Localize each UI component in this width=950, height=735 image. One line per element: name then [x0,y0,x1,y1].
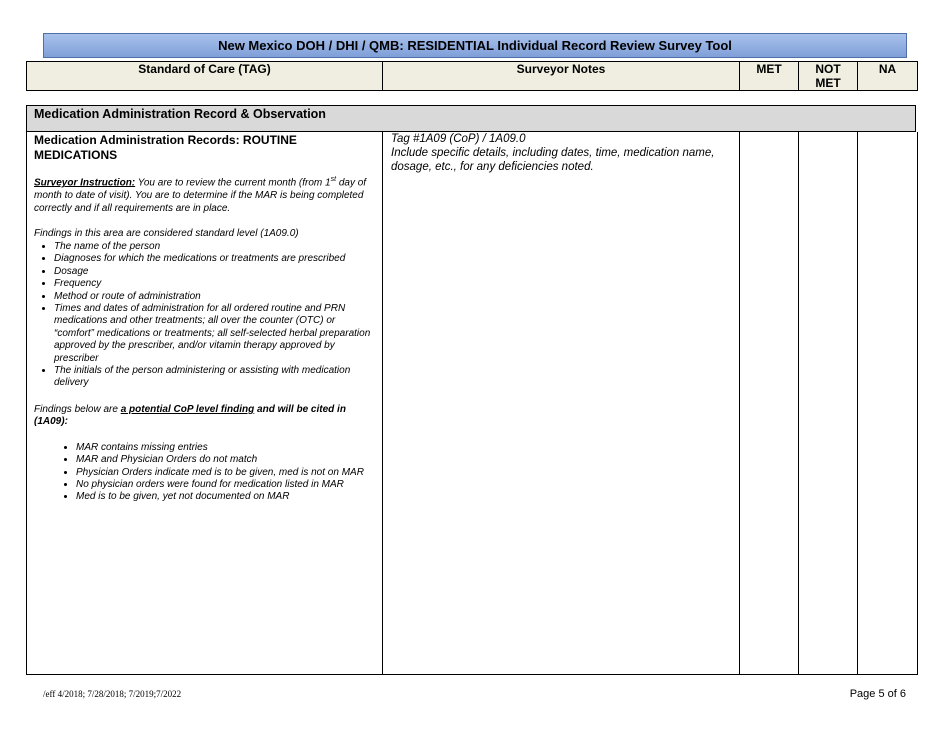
na-cell[interactable] [858,132,917,674]
not-met-line1: NOT [815,62,841,76]
cop-finding-item: • MAR contains missing entries [76,442,375,454]
met-cell[interactable] [740,132,799,674]
instruction-label: Surveyor Instruction: [34,177,136,189]
column-header-standard: Standard of Care (TAG) [27,62,383,90]
instruction-sup: st [330,176,337,183]
finding-item: • The name of the person [54,241,375,253]
findings-intro: Findings in this area are considered standard level (1A09.0) [34,228,299,240]
notes-instruction: Include specific details, including dates, time, medication name, dosage, etc., for any deficiencies noted. [391,147,715,173]
cop-finding-item: • No physician orders were found for medication listed in MAR [76,479,375,491]
surveyor-instruction [34,174,375,215]
standard-cell [27,132,383,674]
instruction-text-1: You are to review the current month (from 1 [135,177,331,189]
footer-page-number: Page 5 of 6 [849,688,906,700]
column-header-met: MET [740,62,799,90]
cop-finding-item: • Med is to be given, yet not documented on MAR [76,491,375,503]
cop-findings-list [34,442,375,504]
footer-revision-dates: /eff 4/2018; 7/28/2018; 7/2019;7/2022 [43,689,182,699]
surveyor-notes-cell[interactable] [383,132,740,674]
column-header-notes: Surveyor Notes [383,62,740,90]
cop-prefix: Findings below are [34,403,121,415]
finding-item: • Method or route of administration [54,291,375,303]
finding-item: • Diagnoses for which the medications or treatments are prescribed [54,253,375,265]
cop-finding-item: • Physician Orders indicate med is to be given, med is not on MAR [76,467,375,479]
finding-item: • Frequency [54,278,375,290]
column-header-not-met [799,62,858,90]
finding-item: • Times and dates of administration for all ordered routine and PRN medications and other treatments; all over the counter (OTC) or “comfort” medications or treatments; all self-selected herbal preparation approved by the prescriber, and/or vitamin therapy approved by prescriber [54,303,375,365]
standard-title-line1: Medication Administration Records: ROUTINE [34,133,297,147]
record-table [26,132,918,675]
column-header-na: NA [878,62,897,76]
notes-tag: Tag #1A09 (CoP) / 1A09.0 [391,133,526,145]
cop-finding-item: • MAR and Physician Orders do not match [76,454,375,466]
findings-list [34,241,375,390]
section-header: Medication Administration Record & Observation [26,105,916,132]
standard-title-line2: MEDICATIONS [34,148,118,162]
cop-emphasis: a potential CoP level finding [120,403,255,415]
not-met-cell[interactable] [799,132,858,674]
document-title: New Mexico DOH / DHI / QMB: RESIDENTIAL Individual Record Review Survey Tool [43,33,907,58]
cop-suffix: and will be cited in (1A09): [34,403,346,428]
finding-item: • The initials of the person administering or assisting with medication delivery [54,365,375,390]
cop-finding-intro [34,404,375,429]
instruction-text-2: day of month to date of visit). You are to determine if the MAR is being completed correctly and if all requirements are in place. [34,177,367,214]
standard-title [34,133,375,163]
not-met-line2: MET [815,76,841,90]
finding-item: • Dosage [54,266,375,278]
column-header-row [26,61,918,91]
